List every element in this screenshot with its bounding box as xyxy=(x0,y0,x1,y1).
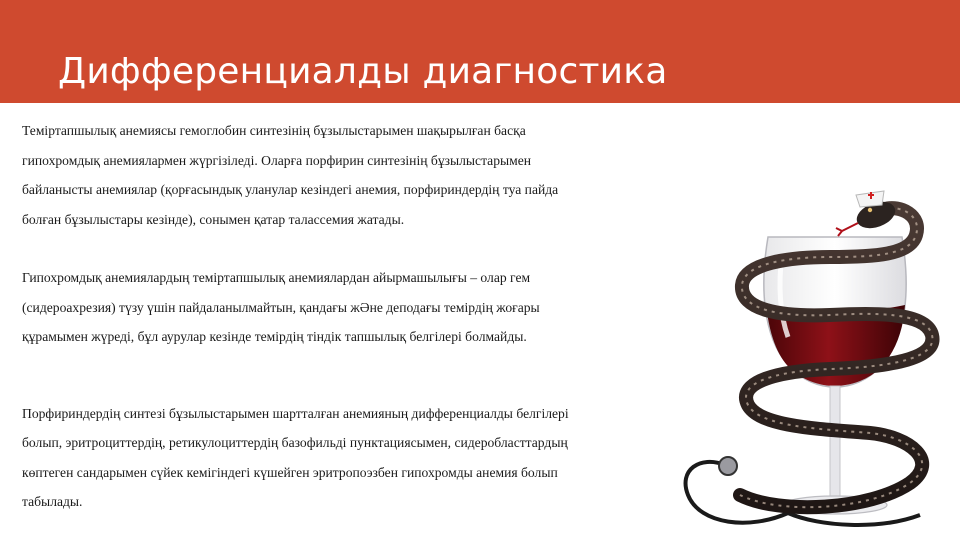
paragraph-1: Теміртапшылық анемиясы гемоглобин синтезінің бұзылыстарымен шақырылған басқа гипохромдық анемиялармен жүргізіледі. Оларға порфирин синтезінің бұзылыстарымен байланысты анемиялар (қорғасындық уланулар кезіндегі анемия, порфириндердің туа пайда болған бұзылыстары кезінде), сонымен қатар талассемия жатады. xyxy=(22,123,559,227)
paragraph-3: Порфириндердің синтезі бұзылыстарымен шартталған анемияның дифференциалды белгілері болып, эритроциттердің, ретикулоциттердің базофильді пунктациясымен, сидеробласттардың көптеген сандарымен сүйек кемігіндегі күшейген эритропоэзбен гипохромды анемия болып табылады. xyxy=(22,405,569,509)
paragraph-2: Гипохромдық анемиялардың теміртапшылық анемиялардан айырмашылығы – олар гем (сидероахрезия) түзу үшін пайдаланылмайтын, қандағы жӘне деподағы темірдің жоғары құрамымен жүреді, бұл аурулар кезінде темірдің тіндік тапшылық белгілері болмайды. xyxy=(22,270,540,344)
slide-body xyxy=(22,116,672,517)
slide-title: Дифференциалды диагностика xyxy=(58,51,668,92)
snake-wine-glass-stethoscope-icon xyxy=(670,165,960,540)
title-bar xyxy=(0,0,960,103)
